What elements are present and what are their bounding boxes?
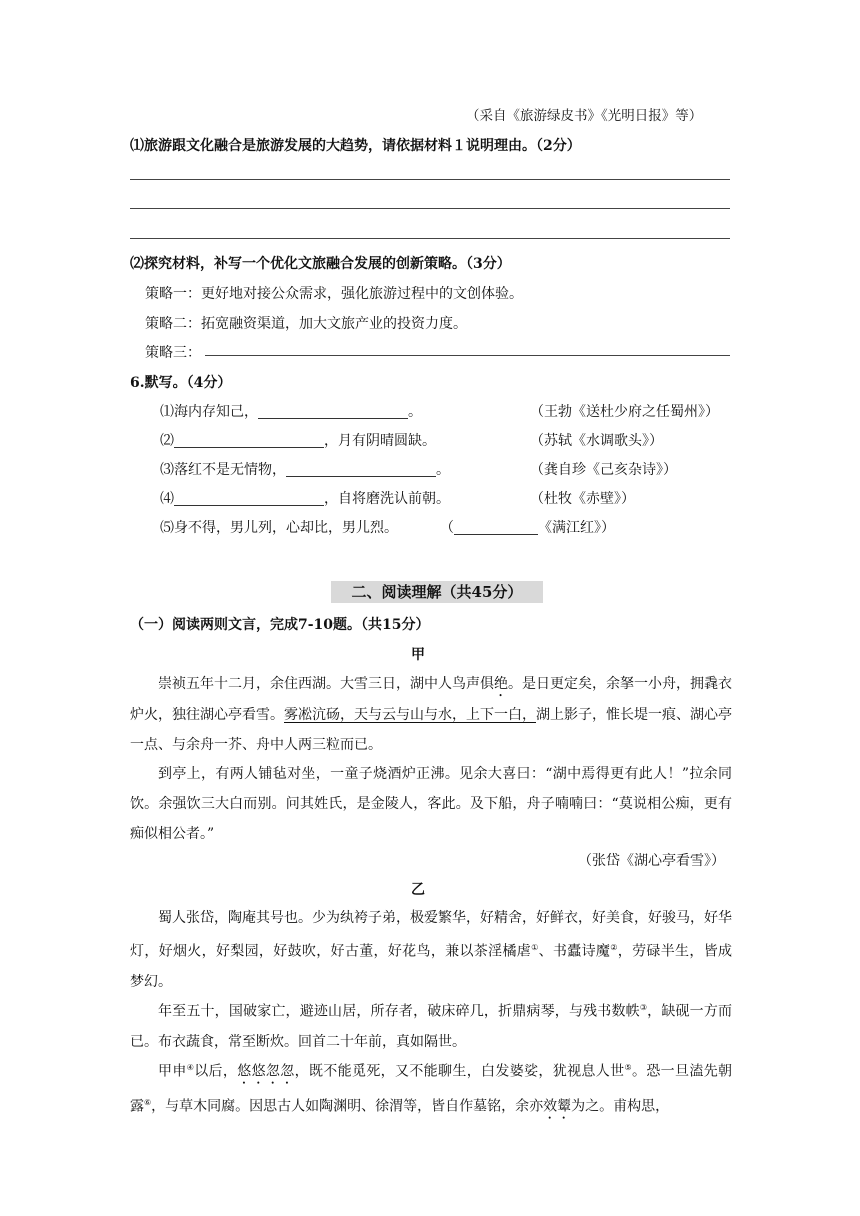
recitation-source-2: （苏轼《水调歌头》） — [530, 433, 663, 449]
passage-jia-paragraph-1 — [130, 669, 732, 760]
text-run: ，缺砚一方而已。布衣蔬食，常至断炊。回首二十年前，真如隔世。 — [130, 1003, 733, 1050]
text-run: 蜀人张岱，陶庵其号也。少为纨袴子弟，极爱繁华，好精舍，好鲜衣，好美食，好骏马，好华灯，好烟火，好梨园，好鼓吹，好古董，好花鸟，兼以茶淫橘虐 — [130, 910, 732, 960]
recitation-source-3: （龚自珍《己亥杂诗》） — [530, 462, 677, 478]
passage-yi-heading: 乙 — [411, 882, 425, 898]
item-text: ⑴海内存知己， — [160, 404, 258, 420]
text-run: 、书蠹诗魔 — [538, 943, 611, 960]
footnote-mark[interactable]: ⑤ — [624, 1063, 632, 1072]
source-close: 《满江红》） — [538, 520, 615, 536]
recitation-source-1: （王勃《送杜少府之任蜀州》） — [530, 404, 719, 420]
text-run: ，既不能觅死，又不能聊生，白发婆娑，犹视息人世 — [294, 1063, 625, 1080]
recitation-source-5 — [440, 517, 615, 537]
passage-yi-paragraph-3 — [130, 1053, 732, 1122]
item-text: ，月有阴晴圆缺。 — [324, 433, 436, 449]
recitation-item-4 — [160, 488, 450, 508]
fill-blank[interactable] — [286, 462, 436, 477]
recitation-source-4: （杜牧《赤壁》） — [530, 491, 635, 507]
item-text: 。 — [408, 404, 422, 420]
fill-blank[interactable] — [174, 433, 324, 448]
text-run: 以后， — [194, 1063, 238, 1080]
footnote-mark[interactable]: ② — [610, 943, 618, 952]
footnote-mark[interactable]: ① — [531, 943, 539, 952]
underlined-sentence: 雾凇沆砀，天与云与山与水，上下一白， — [284, 707, 536, 723]
item-text: ⑵ — [160, 433, 174, 449]
item-text: ，自将磨洗认前朝。 — [324, 491, 450, 507]
subsection-1-title: （一）阅读两则文言，完成7-10题。（共15分） — [130, 617, 430, 633]
text-run: ，与草木同腐。因思古人如陶渊明、徐渭等，皆自作墓铭，余亦 — [151, 1098, 544, 1115]
material-source: （采自《旅游绿皮书》《光明日报》等） — [466, 108, 703, 124]
passage-yi-paragraph-2 — [130, 993, 732, 1057]
question-1-prompt: ⑴旅游跟文化融合是旅游发展的大趋势，请依据材料１说明理由。（2分） — [130, 138, 581, 154]
emphasized-word: 悠悠忽忽 — [237, 1063, 295, 1080]
emphasized-word: 效颦 — [543, 1098, 572, 1115]
strategy-one: 策略一：更好地对接公众需求，强化旅游过程中的文创体验。 — [145, 286, 523, 302]
text-run: 湖上影子，惟长堤一痕、湖心亭一点、与余舟一芥、舟中人两三粒而已。 — [130, 707, 732, 753]
author-blank[interactable] — [454, 520, 538, 535]
item-text: 。 — [436, 462, 450, 478]
fill-blank[interactable] — [258, 404, 408, 419]
footnote-mark[interactable]: ④ — [186, 1063, 195, 1072]
fill-blank[interactable] — [174, 491, 324, 506]
answer-line-2[interactable] — [130, 208, 730, 209]
section-2-title: 二、阅读理解（共45分） — [331, 581, 543, 603]
question-2-prompt: ⑵探究材料，补写一个优化文旅融合发展的创新策略。（3分） — [130, 256, 511, 272]
footnote-mark[interactable]: ③ — [639, 1003, 648, 1012]
strategy-three-label: 策略三： — [145, 345, 201, 361]
source-open: （ — [440, 520, 454, 536]
text-run: 年至五十，国破家亡，避迹山居，所存者，破床碎几，折鼎病琴，与残书数帙 — [158, 1003, 640, 1020]
answer-line-1[interactable] — [130, 179, 730, 180]
footnote-mark[interactable]: ⑥ — [144, 1097, 152, 1107]
recitation-item-5: ⑸身不得，男儿列，心却比，男儿烈。 — [160, 520, 398, 536]
text-run: 为之。甫构思， — [571, 1098, 670, 1115]
text-run: 。恐一旦溘先朝露 — [130, 1063, 733, 1115]
text-run: 。是日更定矣，余拏一小舟，拥毳衣炉火，独往湖心亭看雪。 — [130, 676, 732, 723]
recitation-item-2 — [160, 430, 436, 450]
passage-jia-paragraph-2: 到亭上，有两人铺毡对坐，一童子烧酒炉正沸。见余大喜曰：“湖中焉得更有此人！”拉余同饮。余强饮三大白而别。问其姓氏，是金陵人，客此。及下船，舟子喃喃曰：“莫说相公痴，更有痴似相公者。” — [130, 766, 732, 842]
text-run: ，劳碌半生，皆成梦幻。 — [130, 943, 733, 990]
text-run: 崇祯五年十二月，余住西湖。大雪三日，湖中人鸟声俱 — [158, 676, 494, 692]
text-run: 甲申 — [158, 1063, 187, 1080]
item-text: ⑷ — [160, 491, 174, 507]
question-6-title: 6.默写。（4分） — [130, 375, 232, 391]
passage-jia-source: （张岱《湖心亭看雪》） — [578, 853, 725, 869]
answer-line-3[interactable] — [130, 238, 730, 239]
passage-yi-paragraph-1 — [130, 903, 732, 997]
strategy-three-blank[interactable] — [205, 355, 730, 356]
strategy-two: 策略二：拓宽融资渠道，加大文旅产业的投资力度。 — [145, 316, 467, 332]
emphasized-word: 绝 — [494, 676, 508, 692]
recitation-item-3 — [160, 459, 450, 479]
item-text: ⑶落红不是无情物， — [160, 462, 286, 478]
recitation-item-1 — [160, 401, 422, 421]
passage-jia-heading: 甲 — [411, 647, 425, 663]
